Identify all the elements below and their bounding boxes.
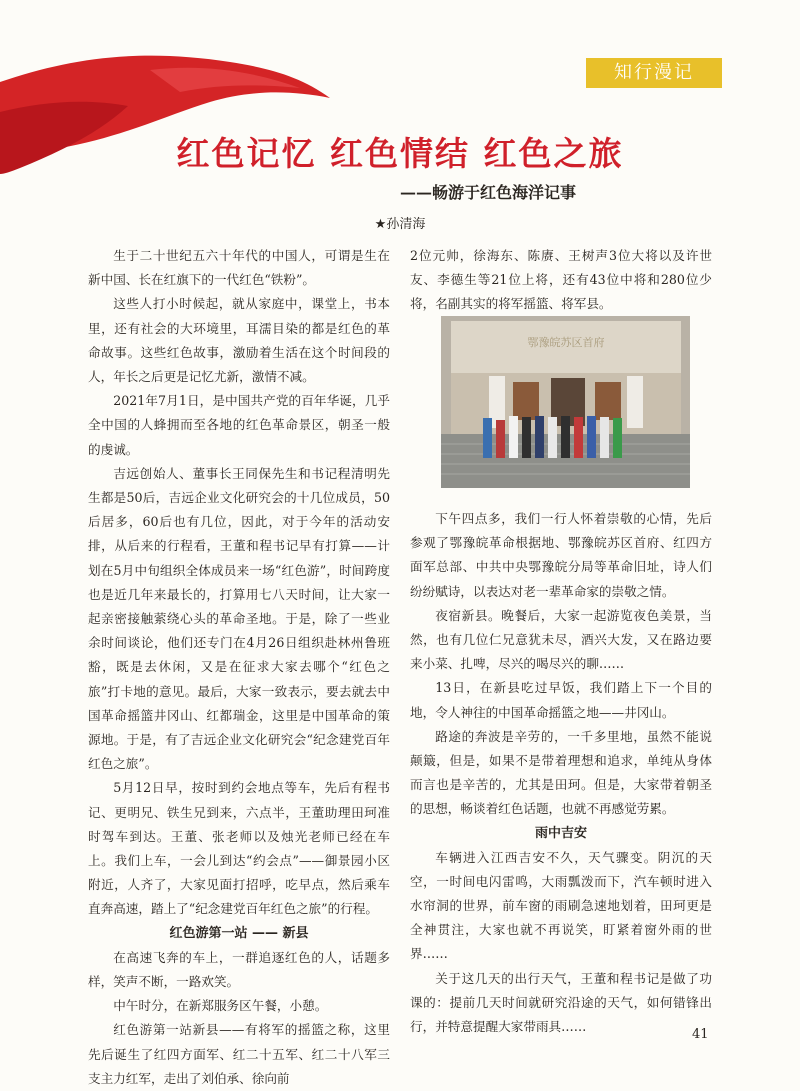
people-group [483,416,622,458]
paragraph: 这些人打小时候起，就从家庭中，课堂上，书本里，还有社会的大环境里，耳濡目染的都是红色的革命故事。这些红色故事，激励着生活在这个时间段的人，年长之后更是记忆尤新，激情不减。 [88,296,390,385]
paragraph: 关于这几天的出行天气，王董和程书记是做了功课的：提前几天时间就研究沿途的天气，如何错锋出行，并特意提醒大家带雨具…… [410,970,712,1035]
right-column-bottom [410,507,712,1039]
paragraph: 夜宿新县。晚餐后，大家一起游览夜色美景，当然，也有几位仁兄意犹未尽，酒兴大发，又在路边要来小菜、扎啤，尽兴的喝尽兴的聊…… [410,607,712,672]
paragraph: 在高速飞奔的车上，一群追逐红色的人，话题多样，笑声不断，一路欢笑。 [88,949,390,989]
article-subtitle: ——畅游于红色海洋记事 [400,183,577,202]
paragraph: 2位元帅，徐海东、陈赓、王树声3位大将以及许世友、李德生等21位上将，还有43位中将和280位少将，名副其实的将军摇篮、将军县。 [410,248,712,312]
paragraph: 下午四点多，我们一行人怀着崇敬的心情，先后参观了鄂豫皖革命根据地、鄂豫皖苏区首府、红四方面军总部、中共中央鄂豫皖分局等革命旧址，诗人们纷纷赋诗，以表达对老一辈革命家的崇敬之情。 [410,511,712,599]
section-heading: 雨中吉安 [534,825,587,841]
right-column-top [410,244,712,317]
paragraph: 红色游第一站新县——有将军的摇篮之称，这里先后诞生了红四方面军、红二十五军、红二十八军三支主力红军，走出了刘伯承、徐向前 [88,1022,390,1086]
section-heading: 红色游第一站 —— 新县 [169,925,309,941]
paragraph: 13日，在新县吃过早饭，我们踏上下一个目的地，令人神往的中国革命摇篮之地——井冈山。 [410,680,712,720]
author-byline: ★孙清海 [374,217,426,232]
group-photo [441,316,690,488]
building-sign: 鄂豫皖苏区首府 [527,336,605,349]
article-title: 红色记忆 红色情结 红色之旅 [176,134,624,173]
page-number: 41 [692,1027,709,1042]
section-tag: 知行漫记 [586,58,722,88]
paragraph: 车辆进入江西吉安不久，天气骤变。阴沉的天空，一时间电闪雷鸣，大雨瓢泼而下，汽车顿时进入水帘洞的世界，前车窗的雨刷急速地划着，田珂更是全神贯注，大家也就不再说笑，盯紧着窗外雨的世界…… [410,849,712,962]
photo-illustration [441,316,690,488]
paragraph: 5月12日早，按时到约会地点等车，先后有程书记、更明兄、铁生兄到来，六点半，王董助理田珂准时驾车到达。王董、张老师以及烛光老师已经在车上。我们上车，一会儿到达“约会点”——御景园小区附近，人齐了，大家见面打招呼，吃早点，然后乘车直奔高速，踏上了“纪念建党百年红色之旅”的行程。 [88,780,390,917]
left-column [88,244,390,1091]
paragraph: 路途的奔波是辛劳的，一千多里地，虽然不能说颠簸，但是，如果不是带着理想和追求，单纯从身体而言也是辛苦的，尤其是田珂。但是，大家带着朝圣的思想，畅谈着红色话题，也就不再感觉劳累。 [410,728,712,817]
paragraph: 吉远创始人、董事长王同保先生和书记程清明先生都是50后，吉远企业文化研究会的十几位成员，50后居多，60后也有几位，因此，对于今年的活动安排，从后来的行程看，王董和程书记早有打算——计划在5月中旬组织全体成员来一场“红色游”，时间跨度也是近几年来最长的，打算用七八天时间，让大家一起亲密接触萦绕心头的革命圣地。于是，除了一些业余时间谈论，他们还专门在4月26日组织赴林州鲁班豁，既是去休闲，又是在征求大家去哪个“红色之旅”打卡地的意见。最后，大家一致表示，要去就去中国革命摇篮井冈山、红都瑞金，这里是中国革命的策源地。于是，有了吉远企业文化研究会“纪念建党百年红色之旅”。 [88,465,390,772]
paragraph: 生于二十世纪五六十年代的中国人，可谓是生在新中国、长在红旗下的一代红色“铁粉”。 [88,248,390,288]
paragraph: 2021年7月1日，是中国共产党的百年华诞，几乎全中国的人蜂拥而至各地的红色革命景区，朝圣一般的虔诚。 [88,393,390,457]
paragraph: 中午时分，在新郑服务区午餐，小憩。 [113,998,328,1014]
